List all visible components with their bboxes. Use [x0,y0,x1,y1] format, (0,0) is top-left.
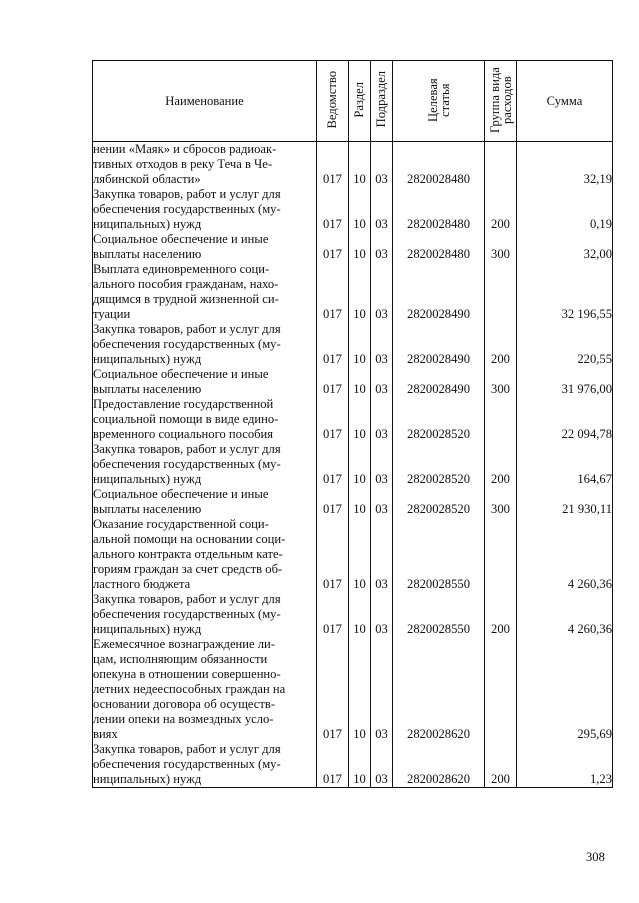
cell-razdel: 10 [349,187,371,232]
table-row [93,637,613,742]
cell-razdel: 10 [349,397,371,442]
cell-summa: 4 260,36 [517,517,613,592]
table-body [93,142,613,788]
table-row [93,232,613,262]
cell-podrazdel: 03 [371,592,393,637]
table-row [93,322,613,367]
cell-vedomstvo: 017 [317,592,349,637]
table-header-row [93,61,613,142]
cell-razdel: 10 [349,322,371,367]
header-name: Наименование [93,61,317,142]
cell-celevaya: 2820028620 [393,637,485,742]
cell-podrazdel: 03 [371,517,393,592]
cell-razdel: 10 [349,142,371,188]
cell-name: Закупка товаров, работ и услуг для обеспечения государственных (му- ниципальных) нужд [93,322,317,367]
cell-vedomstvo: 017 [317,142,349,188]
cell-summa: 4 260,36 [517,592,613,637]
cell-summa: 164,67 [517,442,613,487]
header-podrazdel: Подраздел [371,61,393,142]
table-row [93,187,613,232]
cell-razdel: 10 [349,517,371,592]
cell-podrazdel: 03 [371,442,393,487]
table-row [93,592,613,637]
cell-name: Выплата единовременного соци- ального пособия гражданам, нахо- дящимся в трудной жизненной си- туации [93,262,317,322]
cell-name: Предоставление государственной социальной помощи в виде едино- временного социального пособия [93,397,317,442]
cell-name: Закупка товаров, работ и услуг для обеспечения государственных (му- ниципальных) нужд [93,442,317,487]
cell-name: Закупка товаров, работ и услуг для обеспечения государственных (му- ниципальных) нужд [93,742,317,788]
cell-podrazdel: 03 [371,397,393,442]
table-row [93,487,613,517]
cell-name: Ежемесячное вознаграждение ли- цам, исполняющим обязанности опекуна в отношении совершенно- летних недееспособных граждан на основании договора об осуществ- лении опеки на возмездных усло- виях [93,637,317,742]
cell-celevaya: 2820028490 [393,262,485,322]
cell-name: Социальное обеспечение и иные выплаты населению [93,487,317,517]
cell-podrazdel: 03 [371,232,393,262]
cell-podrazdel: 03 [371,637,393,742]
cell-podrazdel: 03 [371,742,393,788]
cell-vedomstvo: 017 [317,742,349,788]
cell-celevaya: 2820028520 [393,397,485,442]
table-row [93,367,613,397]
cell-gruppa [485,142,517,188]
cell-vedomstvo: 017 [317,637,349,742]
cell-name: Социальное обеспечение и иные выплаты населению [93,367,317,397]
cell-podrazdel: 03 [371,187,393,232]
cell-celevaya: 2820028490 [393,322,485,367]
page-number: 308 [586,850,605,864]
cell-vedomstvo: 017 [317,367,349,397]
cell-vedomstvo: 017 [317,397,349,442]
cell-celevaya: 2820028550 [393,592,485,637]
cell-podrazdel: 03 [371,322,393,367]
cell-celevaya: 2820028480 [393,142,485,188]
cell-vedomstvo: 017 [317,322,349,367]
cell-summa: 22 094,78 [517,397,613,442]
cell-gruppa [485,397,517,442]
cell-gruppa: 200 [485,187,517,232]
cell-vedomstvo: 017 [317,232,349,262]
cell-summa: 295,69 [517,637,613,742]
cell-gruppa: 300 [485,487,517,517]
cell-name: нении «Маяк» и сбросов радиоак- тивных отходов в реку Теча в Че- лябинской области» [93,142,317,188]
cell-gruppa [485,637,517,742]
header-celevaya: Целевая статья [393,61,485,142]
cell-vedomstvo: 017 [317,187,349,232]
header-razdel: Раздел [349,61,371,142]
cell-gruppa: 300 [485,232,517,262]
cell-razdel: 10 [349,367,371,397]
cell-razdel: 10 [349,487,371,517]
cell-podrazdel: 03 [371,142,393,188]
cell-celevaya: 2820028520 [393,442,485,487]
cell-gruppa: 200 [485,592,517,637]
cell-gruppa [485,517,517,592]
budget-table [92,60,613,788]
cell-summa: 32,19 [517,142,613,188]
cell-razdel: 10 [349,232,371,262]
cell-celevaya: 2820028490 [393,367,485,397]
cell-vedomstvo: 017 [317,442,349,487]
cell-summa: 32,00 [517,232,613,262]
cell-name: Закупка товаров, работ и услуг для обеспечения государственных (му- ниципальных) нужд [93,592,317,637]
cell-celevaya: 2820028520 [393,487,485,517]
cell-razdel: 10 [349,742,371,788]
cell-razdel: 10 [349,262,371,322]
cell-summa: 32 196,55 [517,262,613,322]
cell-summa: 31 976,00 [517,367,613,397]
table-row [93,142,613,188]
cell-celevaya: 2820028620 [393,742,485,788]
cell-podrazdel: 03 [371,262,393,322]
cell-name: Социальное обеспечение и иные выплаты населению [93,232,317,262]
cell-podrazdel: 03 [371,367,393,397]
table-row [93,442,613,487]
cell-summa: 220,55 [517,322,613,367]
cell-vedomstvo: 017 [317,262,349,322]
cell-celevaya: 2820028480 [393,187,485,232]
cell-vedomstvo: 017 [317,517,349,592]
cell-gruppa: 200 [485,442,517,487]
cell-name: Закупка товаров, работ и услуг для обеспечения государственных (му- ниципальных) нужд [93,187,317,232]
table-row [93,397,613,442]
cell-summa: 21 930,11 [517,487,613,517]
cell-vedomstvo: 017 [317,487,349,517]
cell-celevaya: 2820028550 [393,517,485,592]
cell-summa: 0,19 [517,187,613,232]
cell-gruppa: 200 [485,322,517,367]
cell-gruppa: 200 [485,742,517,788]
cell-name: Оказание государственной соци- альной помощи на основании соци- ального контракта отдельным кате- гориям граждан за счет средств об- ластного бюджета [93,517,317,592]
cell-gruppa [485,262,517,322]
header-vedomstvo: Ведомство [317,61,349,142]
table-row [93,517,613,592]
cell-celevaya: 2820028480 [393,232,485,262]
cell-gruppa: 300 [485,367,517,397]
cell-razdel: 10 [349,637,371,742]
header-gruppa: Группа вида расходов [485,61,517,142]
table-row [93,262,613,322]
table-row [93,742,613,788]
cell-razdel: 10 [349,592,371,637]
cell-razdel: 10 [349,442,371,487]
header-summa: Сумма [517,61,613,142]
cell-summa: 1,23 [517,742,613,788]
cell-podrazdel: 03 [371,487,393,517]
